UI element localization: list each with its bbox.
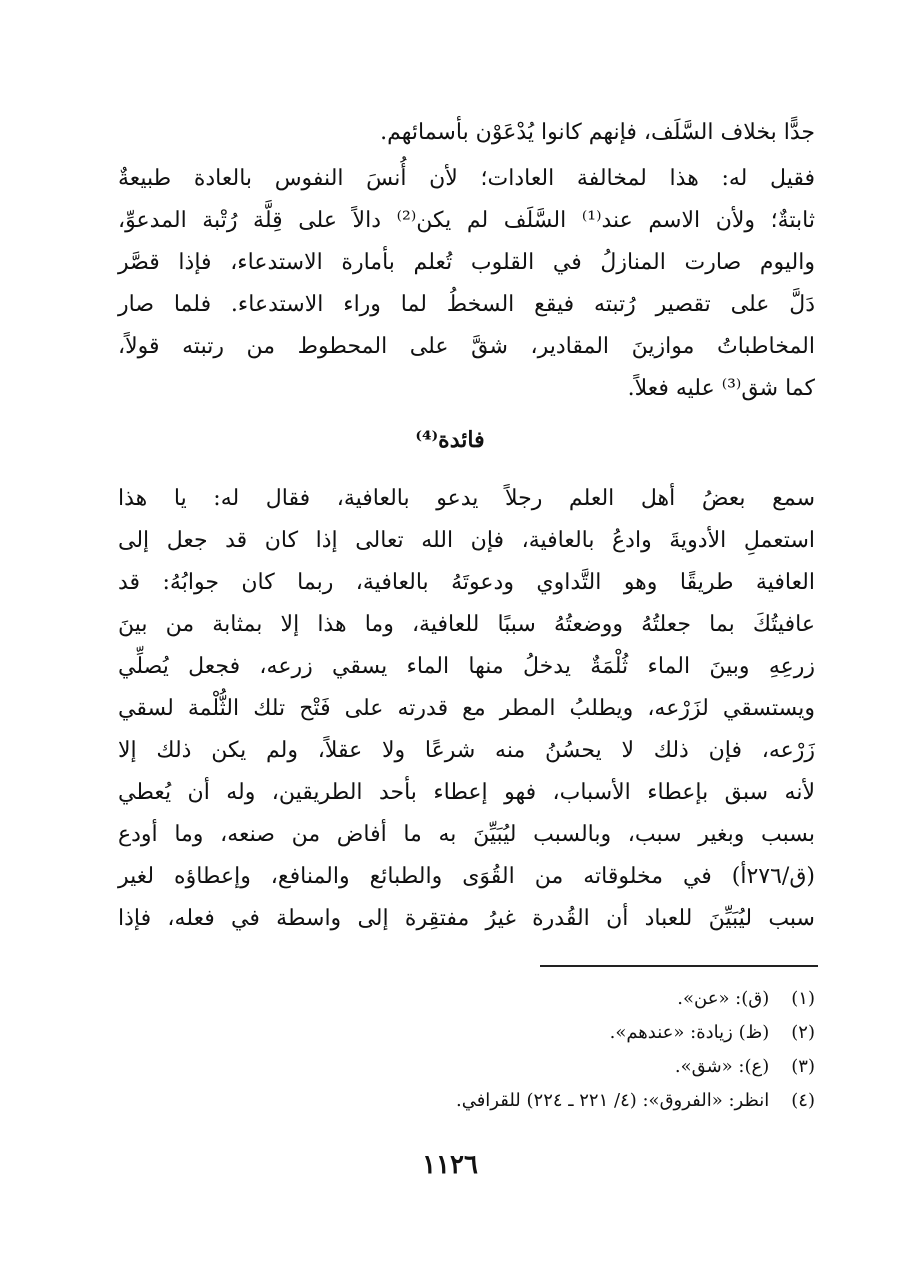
page-number: ١١٢٦ xyxy=(422,1150,478,1180)
footnote-item xyxy=(118,1084,815,1118)
footnote-number: (١) xyxy=(791,988,815,1009)
section-heading: فائدة⁽⁴⁾ xyxy=(415,427,485,453)
footnote-item xyxy=(118,1016,815,1050)
text-line: كما شق⁽³⁾ عليه فعلاً. xyxy=(627,376,815,401)
footnote-text: (ع): «شق». xyxy=(674,1056,770,1077)
text-line: جدًّا بخلاف السَّلَف، فإنهم كانوا يُدْعَوْن بأسمائهم. xyxy=(380,120,815,145)
text-line: واليوم صارت المنازلُ في القلوب تُعلم بأمارة الاستدعاء، فإذا قصَّر xyxy=(118,250,815,275)
text-line: عافيتُكَ بما جعلتُهُ ووضعتُهُ سببًا للعافية، وما هذا إلا بمثابة من بينَ xyxy=(118,612,815,637)
text-line: ثابتةٌ؛ ولأن الاسم عند⁽¹⁾ السَّلَف لم يكن⁽²⁾ دالاً على قِلَّة رُتْبة المدعوِّ، xyxy=(118,208,815,233)
footnote-text: انظر: «الفروق»: (٤/ ٢٢١ ـ ٢٢٤) للقرافي. xyxy=(455,1090,770,1111)
text-line: استعملِ الأدويةَ وادعُ بالعافية، فإن الله تعالى إذا كان قد جعل إلى xyxy=(118,528,815,553)
text-line: دَلَّ على تقصير رُتبته فيقع السخطُ لما وراء الاستدعاء. فلما صار xyxy=(118,292,815,317)
text-line: المخاطباتُ موازينَ المقادير، شقَّ على المحطوط من رتبته قولاً، xyxy=(118,334,815,359)
text-line: ويستسقي لزَرْعه، ويطلبُ المطر مع قدرته على فَتْح تلك الثُّلْمة لسقي xyxy=(118,696,815,721)
text-line: بسبب وبغير سبب، وبالسبب ليُبَيِّنَ به ما أفاض من صنعه، وما أودع xyxy=(118,822,815,847)
text-line: لأنه سبق بإعطاء الأسباب، فهو إعطاء بأحد الطريقين، وله أن يُعطي xyxy=(118,780,815,805)
paragraph-one xyxy=(118,158,815,410)
footnote-item xyxy=(118,982,815,1016)
text-line: العافية طريقًا وهو التَّداوي ودعوتَهُ بالعافية، ربما كان جوابُهُ: قد xyxy=(118,570,815,595)
footnotes xyxy=(118,982,815,1118)
text-line: زَرْعه، فإن ذلك لا يحسُنُ منه شرعًا ولا عقلاً، ولم يكن ذلك إلا xyxy=(118,738,815,763)
text-line: سبب ليُبَيِّنَ للعباد أن القُدرة غيرُ مفتقِرة إلى واسطة في فعله، فإذا xyxy=(118,906,815,931)
footnote-item xyxy=(118,1050,815,1084)
footnote-number: (٤) xyxy=(791,1090,815,1111)
footnote-number: (٣) xyxy=(791,1056,815,1077)
paragraph-intro xyxy=(118,112,815,154)
text-line: سمع بعضُ أهل العلم رجلاً يدعو بالعافية، فقال له: يا هذا xyxy=(118,486,815,511)
text-line: (ق/٢٧٦أ) في مخلوقاته من القُوَى والطبائع والمنافع، وإعطاؤه لغير xyxy=(118,864,815,889)
text-line: فقيل له: هذا لمخالفة العادات؛ لأن أُنسَ النفوس بالعادة طبيعةٌ xyxy=(118,166,815,191)
text-line: زرعِهِ وبينَ الماء ثُلْمَةٌ يدخلُ منها الماء يسقي زرعه، فجعل يُصلِّي xyxy=(118,654,815,679)
footnote-number: (٢) xyxy=(791,1022,815,1043)
footnote-text: (ظ) زيادة: «عندهم». xyxy=(609,1022,770,1043)
paragraph-two xyxy=(118,478,815,940)
footnote-text: (ق): «عن». xyxy=(677,988,770,1009)
footnote-divider xyxy=(540,965,818,967)
